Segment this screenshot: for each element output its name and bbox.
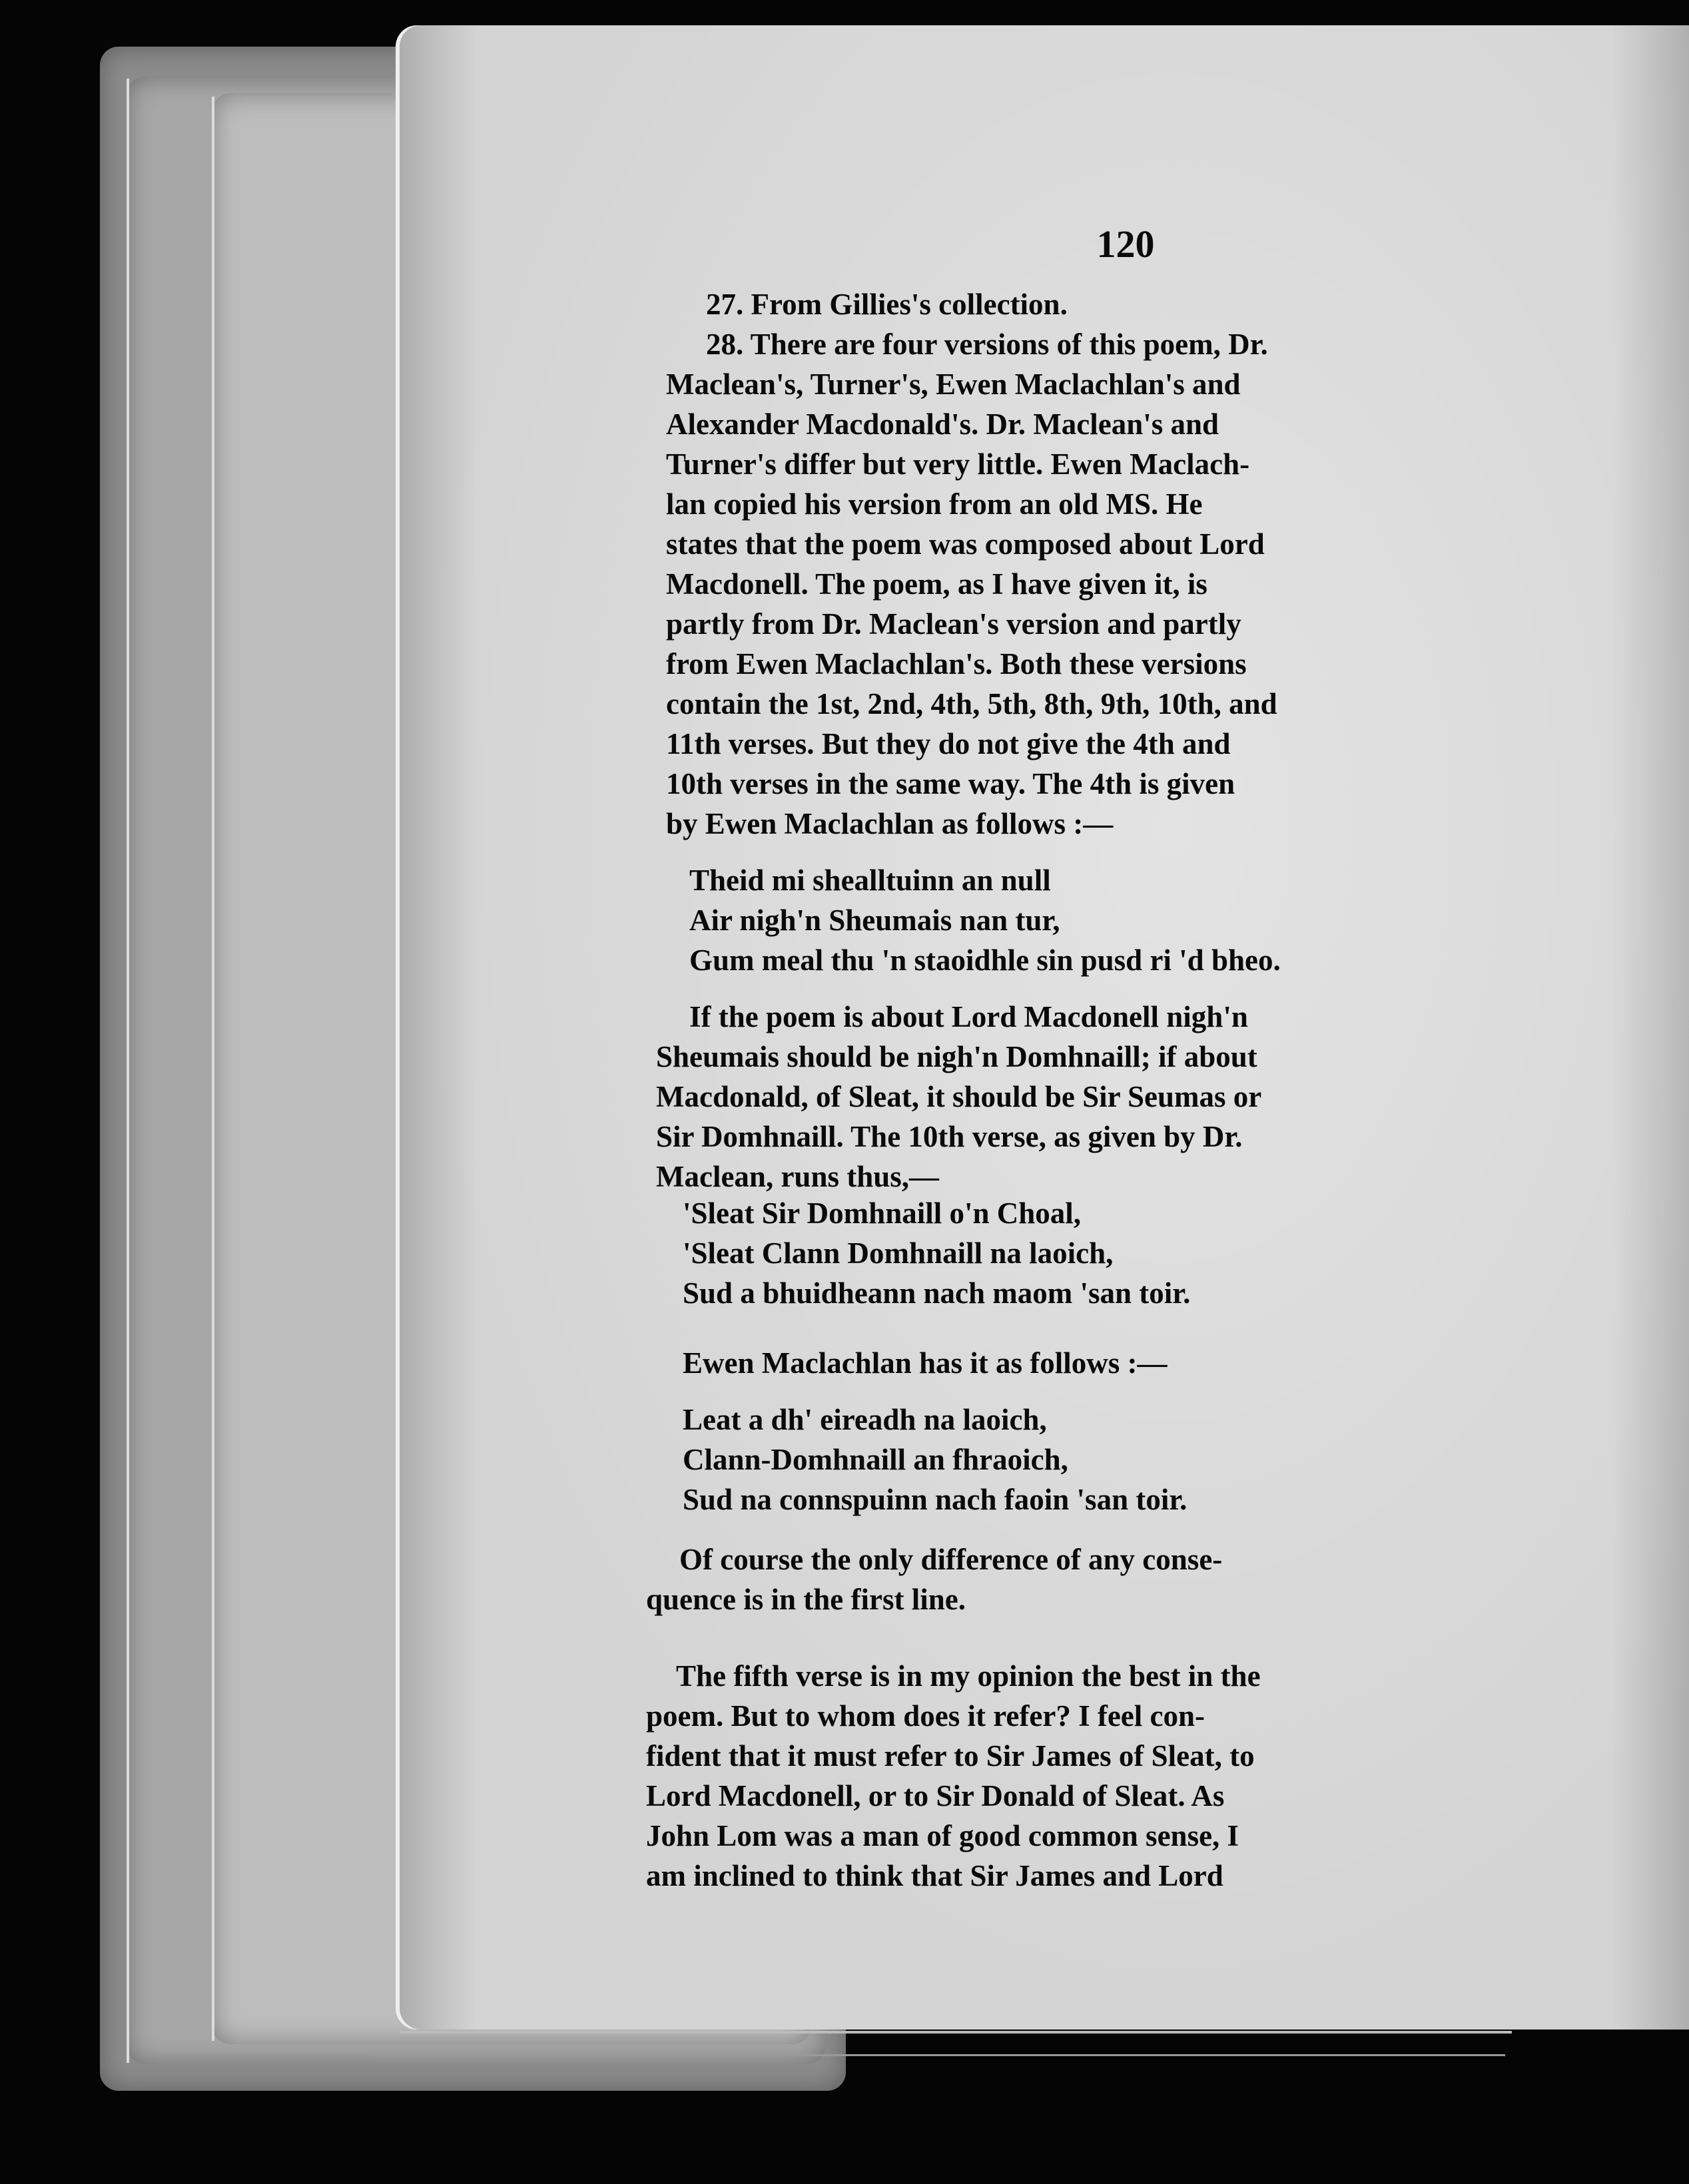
text-line: Lord Macdonell, or to Sir Donald of Sleat. As xyxy=(646,1779,1225,1812)
text-line: 10th verses in the same way. The 4th is given xyxy=(666,767,1235,800)
text-line: Sheumais should be nigh'n Domhnaill; if about xyxy=(656,1040,1257,1073)
text-line: Macdonald, of Sleat, it should be Sir Seumas or xyxy=(656,1080,1262,1113)
text-line: 11th verses. But they do not give the 4th and xyxy=(666,727,1231,760)
text-line: If the poem is about Lord Macdonell nigh'n xyxy=(689,1000,1248,1033)
page-edge xyxy=(400,2031,1512,2034)
verse-line: Gum meal thu 'n staoidhle sin pusd ri 'd bheo. xyxy=(689,944,1281,977)
text-line: Maclean, runs thus,— xyxy=(656,1160,940,1193)
verse-line: Leat a dh' eireadh na laoich, xyxy=(683,1403,1047,1436)
text-line: lan copied his version from an old MS. He xyxy=(666,487,1203,521)
verse-line: Air nigh'n Sheumais nan tur, xyxy=(689,904,1060,937)
text-line: Ewen Maclachlan has it as follows :— xyxy=(683,1346,1168,1380)
verse-line: Clann-Domhnaill an fhraoich, xyxy=(683,1443,1068,1476)
text-line: Alexander Macdonald's. Dr. Maclean's and xyxy=(666,408,1219,441)
page-number: 120 xyxy=(1096,222,1155,266)
text-line: quence is in the first line. xyxy=(646,1583,966,1616)
text-line: contain the 1st, 2nd, 4th, 5th, 8th, 9th, 10th, and xyxy=(666,687,1277,720)
text-line: from Ewen Maclachlan's. Both these versions xyxy=(666,647,1247,681)
page-edge xyxy=(127,79,129,2063)
text-line: Sir Domhnaill. The 10th verse, as given by Dr. xyxy=(656,1120,1243,1153)
text-line: Maclean's, Turner's, Ewen Maclachlan's and xyxy=(666,368,1241,401)
text-line: by Ewen Maclachlan as follows :— xyxy=(666,807,1114,840)
verse-line: 'Sleat Clann Domhnaill na laoich, xyxy=(683,1236,1114,1270)
verse-line: Sud a bhuidheann nach maom 'san toir. xyxy=(683,1276,1191,1310)
verse-line: 'Sleat Sir Domhnaill o'n Choal, xyxy=(683,1197,1082,1230)
text-line: Macdonell. The poem, as I have given it, is xyxy=(666,567,1207,601)
text-line: 28. There are four versions of this poem, Dr. xyxy=(706,328,1268,361)
text-line: 27. From Gillies's collection. xyxy=(706,288,1068,321)
text-line: poem. But to whom does it refer? I feel con- xyxy=(646,1699,1205,1733)
page-edge xyxy=(212,97,214,2041)
text-line: Of course the only difference of any conse- xyxy=(679,1543,1223,1576)
text-line: The fifth verse is in my opinion the best in the xyxy=(676,1659,1261,1693)
verse-line: Sud na connspuinn nach faoin 'san toir. xyxy=(683,1483,1187,1516)
verse-line: Theid mi shealltuinn an null xyxy=(689,864,1051,897)
page-edge xyxy=(373,2054,1505,2056)
text-line: Turner's differ but very little. Ewen Maclach- xyxy=(666,447,1250,481)
text-line: partly from Dr. Maclean's version and partly xyxy=(666,607,1241,641)
text-line: John Lom was a man of good common sense, I xyxy=(646,1819,1239,1852)
text-line: am inclined to think that Sir James and Lord xyxy=(646,1859,1223,1892)
text-line: states that the poem was composed about Lord xyxy=(666,527,1265,561)
text-line: fident that it must refer to Sir James of Sleat, to xyxy=(646,1739,1255,1773)
